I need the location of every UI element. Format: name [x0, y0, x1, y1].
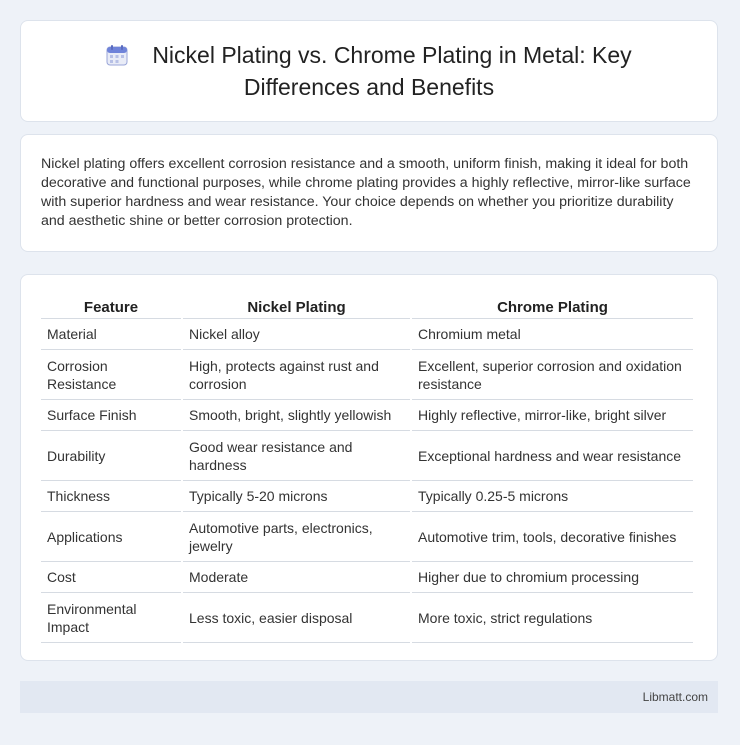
- nickel-cell: Moderate: [183, 562, 410, 593]
- feature-cell: Applications: [41, 512, 181, 562]
- chrome-cell: Automotive trim, tools, decorative finishes: [412, 512, 693, 562]
- title-card: [20, 20, 718, 122]
- table-card: [20, 274, 718, 661]
- table-row: [41, 562, 693, 593]
- table-header-row: [41, 295, 693, 319]
- column-header-chrome: Chrome Plating: [412, 295, 693, 319]
- chrome-cell: Excellent, superior corrosion and oxidation resistance: [412, 350, 693, 400]
- comparison-table: [39, 295, 695, 643]
- table-row: [41, 350, 693, 400]
- nickel-cell: High, protects against rust and corrosion: [183, 350, 410, 400]
- table-row: [41, 593, 693, 643]
- feature-cell: Durability: [41, 431, 181, 481]
- table-row: [41, 431, 693, 481]
- column-header-nickel: Nickel Plating: [183, 295, 410, 319]
- chrome-cell: Highly reflective, mirror-like, bright silver: [412, 400, 693, 431]
- nickel-cell: Good wear resistance and hardness: [183, 431, 410, 481]
- title-wrap: [21, 41, 717, 102]
- table-row: [41, 400, 693, 431]
- chrome-cell: Exceptional hardness and wear resistance: [412, 431, 693, 481]
- page-title: [61, 41, 677, 102]
- nickel-cell: Smooth, bright, slightly yellowish: [183, 400, 410, 431]
- feature-cell: Corrosion Resistance: [41, 350, 181, 400]
- table-row: [41, 319, 693, 350]
- footer: [20, 681, 718, 713]
- chrome-cell: Typically 0.25-5 microns: [412, 481, 693, 512]
- chrome-cell: Chromium metal: [412, 319, 693, 350]
- column-header-feature: Feature: [41, 295, 181, 319]
- page-title-text: Nickel Plating vs. Chrome Plating in Metal: Key Differences and Benefits: [152, 41, 632, 100]
- feature-cell: Material: [41, 319, 181, 350]
- feature-cell: Cost: [41, 562, 181, 593]
- feature-cell: Surface Finish: [41, 400, 181, 431]
- footer-brand-link[interactable]: Libmatt.com: [642, 690, 708, 704]
- chrome-cell: More toxic, strict regulations: [412, 593, 693, 643]
- feature-cell: Thickness: [41, 481, 181, 512]
- nickel-cell: Less toxic, easier disposal: [183, 593, 410, 643]
- feature-cell: Environmental Impact: [41, 593, 181, 643]
- table-row: [41, 481, 693, 512]
- nickel-cell: Automotive parts, electronics, jewelry: [183, 512, 410, 562]
- intro-card: [20, 134, 718, 252]
- table-row: [41, 512, 693, 562]
- chrome-cell: Higher due to chromium processing: [412, 562, 693, 593]
- intro-paragraph: Nickel plating offers excellent corrosion resistance and a smooth, uniform finish, making it ideal for both decorative and functional purposes, while chrome plating provides a highly reflective, mirror-like surface with superior hardness and wear resistance. Your choice depends on whether you prioritize durability and aesthetic shine or better corrosion protection.: [41, 156, 691, 229]
- calendar-icon: [106, 44, 128, 73]
- nickel-cell: Typically 5-20 microns: [183, 481, 410, 512]
- nickel-cell: Nickel alloy: [183, 319, 410, 350]
